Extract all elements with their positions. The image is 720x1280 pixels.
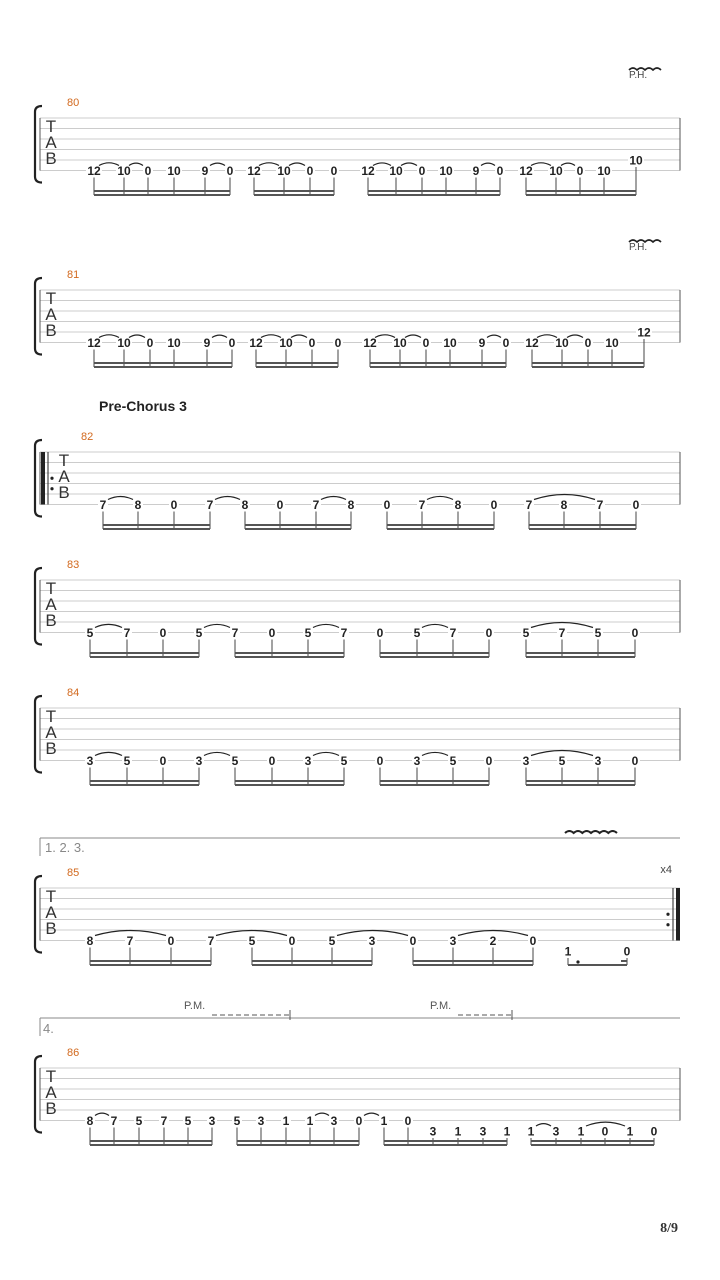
fret-number: 7 (418, 498, 426, 512)
fret-number: 7 (126, 934, 134, 948)
fret-number: 5 (594, 626, 602, 640)
slur-arc (95, 752, 122, 755)
fret-number: 12 (249, 336, 263, 350)
pinch-harmonic-label: P.H. (629, 70, 648, 81)
fret-number: 0 (632, 498, 640, 512)
fret-number: 9 (472, 164, 480, 178)
fret-number: 0 (228, 336, 236, 350)
fret-number: 12 (247, 164, 261, 178)
fret-number: 7 (99, 498, 107, 512)
tab-clef-letter: A (45, 1083, 57, 1102)
tab-clef-letter: B (45, 611, 57, 630)
fret-number: 1 (626, 1124, 634, 1139)
fret-number: 0 (418, 164, 426, 178)
tab-clef-letter: B (45, 1099, 57, 1118)
slur-arc (95, 1113, 109, 1115)
fret-number: 0 (490, 498, 498, 512)
fret-number: 3 (330, 1114, 338, 1128)
tab-clef-letter: A (58, 467, 70, 486)
fret-number: 1 (282, 1114, 290, 1128)
fret-number: 7 (123, 626, 131, 640)
fret-number: 0 (485, 626, 493, 640)
system-bracket (35, 568, 42, 645)
fret-number: 5 (304, 626, 312, 640)
fret-number: 10 (597, 164, 611, 178)
fret-number: 7 (207, 934, 215, 948)
fret-number: 3 (368, 934, 376, 948)
fret-number: 10 (555, 336, 569, 350)
fret-number: 0 (226, 164, 234, 178)
slur-arc (313, 752, 339, 755)
fret-number: 5 (135, 1114, 143, 1128)
fret-number: 10 (549, 164, 563, 178)
tab-clef-letter: B (58, 483, 70, 502)
vibrato-wavy-line (565, 831, 617, 833)
pinch-harmonic-label: P.H. (629, 242, 648, 253)
fret-number: 0 (485, 754, 493, 768)
fret-number: 0 (502, 336, 510, 350)
fret-number: 5 (86, 626, 94, 640)
repeat-dot (666, 923, 669, 926)
slur-arc (210, 163, 225, 165)
fret-number: 3 (522, 754, 530, 768)
fret-number: 0 (334, 336, 342, 350)
fret-number: 5 (328, 934, 336, 948)
fret-number: 5 (195, 626, 203, 640)
fret-number: 3 (449, 934, 457, 948)
tab-clef-letter: A (45, 595, 57, 614)
fret-number: 1 (503, 1124, 511, 1139)
system-bracket (35, 876, 42, 953)
fret-number: 0 (144, 164, 152, 178)
measure-number: 83 (67, 559, 80, 571)
fret-number: 8 (86, 1114, 94, 1128)
tab-clef-letter: A (45, 903, 57, 922)
fret-number: 7 (231, 626, 239, 640)
tab-clef-letter: T (45, 117, 57, 136)
fret-number: 10 (393, 336, 407, 350)
fret-number: 12 (637, 325, 651, 340)
tab-clef-letter: B (45, 919, 57, 938)
slur-arc (481, 163, 495, 165)
fret-number: 1 (564, 944, 572, 959)
fret-number: 5 (522, 626, 530, 640)
repeat-count: x4 (660, 864, 672, 876)
fret-number: 10 (389, 164, 403, 178)
repeat-end-thick-barline (676, 888, 680, 941)
fret-number: 5 (184, 1114, 192, 1128)
fret-number: 5 (449, 754, 457, 768)
slur-arc (204, 624, 230, 627)
fret-number: 8 (454, 498, 462, 512)
fret-number: 5 (231, 754, 239, 768)
fret-number: 0 (268, 754, 276, 768)
volta-label: 4. (43, 1021, 54, 1036)
fret-number: 1 (306, 1114, 314, 1128)
measure-number: 82 (81, 431, 94, 443)
fret-number: 12 (525, 336, 539, 350)
fret-number: 3 (552, 1124, 560, 1139)
fret-number: 0 (276, 498, 284, 512)
fret-number: 3 (86, 754, 94, 768)
slur-arc (536, 1124, 551, 1126)
fret-number: 8 (134, 498, 142, 512)
fret-number: 0 (306, 164, 314, 178)
fret-number: 7 (596, 498, 604, 512)
fret-number: 12 (87, 336, 101, 350)
augmentation-dot (576, 960, 579, 963)
palm-mute-label: P.M. (184, 1000, 206, 1012)
fret-number: 1 (577, 1124, 585, 1139)
fret-number: 0 (496, 164, 504, 178)
slur-arc (204, 752, 230, 755)
slur-arc (108, 497, 133, 500)
fret-number: 0 (409, 934, 417, 948)
slur-arc (313, 624, 339, 627)
fret-number: 8 (86, 934, 94, 948)
repeat-dot (50, 477, 53, 480)
tab-clef-letter: T (58, 451, 70, 470)
fret-number: 12 (363, 336, 377, 350)
fret-number: 0 (167, 934, 175, 948)
fret-number: 0 (170, 498, 178, 512)
fret-number: 5 (340, 754, 348, 768)
tab-clef-letter: T (45, 1067, 57, 1086)
tab-clef-letter: B (45, 321, 57, 340)
repeat-dot (50, 487, 53, 490)
fret-number: 0 (268, 626, 276, 640)
fret-number: 0 (623, 944, 631, 959)
fret-number: 7 (110, 1114, 118, 1128)
fret-number: 0 (383, 498, 391, 512)
fret-number: 0 (650, 1124, 658, 1139)
fret-number: 5 (558, 754, 566, 768)
fret-number: 5 (413, 626, 421, 640)
fret-number: 10 (443, 336, 457, 350)
volta-label: 1. 2. 3. (45, 840, 85, 855)
fret-number: 12 (361, 164, 375, 178)
fret-number: 0 (631, 626, 639, 640)
fret-number: 9 (203, 336, 211, 350)
system-bracket (35, 696, 42, 773)
fret-number: 10 (277, 164, 291, 178)
fret-number: 1 (527, 1124, 535, 1139)
slur-arc (95, 624, 122, 627)
fret-number: 7 (449, 626, 457, 640)
fret-number: 0 (330, 164, 338, 178)
fret-number: 9 (201, 164, 209, 178)
fret-number: 0 (404, 1114, 412, 1128)
tab-clef-letter: T (45, 579, 57, 598)
fret-number: 3 (304, 754, 312, 768)
fret-number: 5 (233, 1114, 241, 1128)
fret-number: 10 (117, 336, 131, 350)
fret-number: 0 (288, 934, 296, 948)
tab-clef-letter: A (45, 723, 57, 742)
slur-arc (487, 335, 501, 337)
fret-number: 8 (560, 498, 568, 512)
slur-arc (422, 752, 448, 755)
tab-clef-letter: A (45, 305, 57, 324)
slur-arc (315, 1113, 329, 1115)
fret-number: 5 (248, 934, 256, 948)
tab-clef-letter: A (45, 133, 57, 152)
fret-number: 9 (478, 336, 486, 350)
slur-arc (422, 624, 448, 627)
fret-number: 1 (454, 1124, 462, 1139)
fret-number: 0 (308, 336, 316, 350)
page-number: 8/9 (660, 1221, 678, 1236)
fret-number: 3 (429, 1124, 437, 1139)
fret-number: 3 (208, 1114, 216, 1128)
slur-arc (427, 496, 453, 499)
fret-number: 0 (631, 754, 639, 768)
fret-number: 10 (117, 164, 131, 178)
palm-mute-label: P.M. (430, 1000, 452, 1012)
fret-number: 3 (594, 754, 602, 768)
fret-number: 7 (206, 498, 214, 512)
fret-number: 3 (257, 1114, 265, 1128)
fret-number: 0 (159, 754, 167, 768)
fret-number: 3 (479, 1124, 487, 1139)
system-bracket (35, 1056, 42, 1133)
fret-number: 7 (558, 626, 566, 640)
measure-number: 84 (67, 687, 80, 699)
fret-number: 0 (576, 164, 584, 178)
fret-number: 8 (241, 498, 249, 512)
slur-arc (364, 1113, 379, 1115)
slur-arc (215, 497, 240, 500)
fret-number: 0 (529, 934, 537, 948)
fret-number: 0 (422, 336, 430, 350)
slur-arc (212, 335, 227, 337)
fret-number: 1 (380, 1114, 388, 1128)
slur-arc (321, 497, 346, 500)
measure-number: 86 (67, 1047, 80, 1059)
fret-number: 0 (355, 1114, 363, 1128)
fret-number: 2 (489, 934, 497, 948)
fret-number: 0 (584, 336, 592, 350)
tab-clef-letter: T (45, 887, 57, 906)
fret-number: 7 (160, 1114, 168, 1128)
fret-number: 10 (605, 336, 619, 350)
measure-number: 85 (67, 867, 80, 879)
repeat-start-thick-barline (41, 452, 45, 505)
fret-number: 7 (340, 626, 348, 640)
section-title: Pre-Chorus 3 (99, 398, 187, 414)
measure-number: 81 (67, 269, 80, 281)
fret-number: 3 (413, 754, 421, 768)
fret-number: 0 (146, 336, 154, 350)
tab-clef-letter: B (45, 149, 57, 168)
tab-clef-letter: B (45, 739, 57, 758)
measure-number: 80 (67, 97, 80, 109)
fret-number: 0 (159, 626, 167, 640)
fret-number: 7 (312, 498, 320, 512)
fret-number: 7 (525, 498, 533, 512)
fret-number: 0 (376, 626, 384, 640)
system-bracket (35, 278, 42, 355)
fret-number: 10 (167, 336, 181, 350)
fret-number: 5 (123, 754, 131, 768)
fret-number: 10 (629, 153, 643, 168)
fret-number: 3 (195, 754, 203, 768)
fret-number: 8 (347, 498, 355, 512)
repeat-dot (666, 913, 669, 916)
system-bracket (35, 440, 42, 517)
tab-clef-letter: T (45, 707, 57, 726)
fret-number: 10 (167, 164, 181, 178)
fret-number: 12 (87, 164, 101, 178)
fret-number: 10 (439, 164, 453, 178)
fret-number: 0 (601, 1124, 609, 1139)
fret-number: 10 (279, 336, 293, 350)
tab-clef-letter: T (45, 289, 57, 308)
fret-number: 12 (519, 164, 533, 178)
fret-number: 0 (376, 754, 384, 768)
system-bracket (35, 106, 42, 183)
